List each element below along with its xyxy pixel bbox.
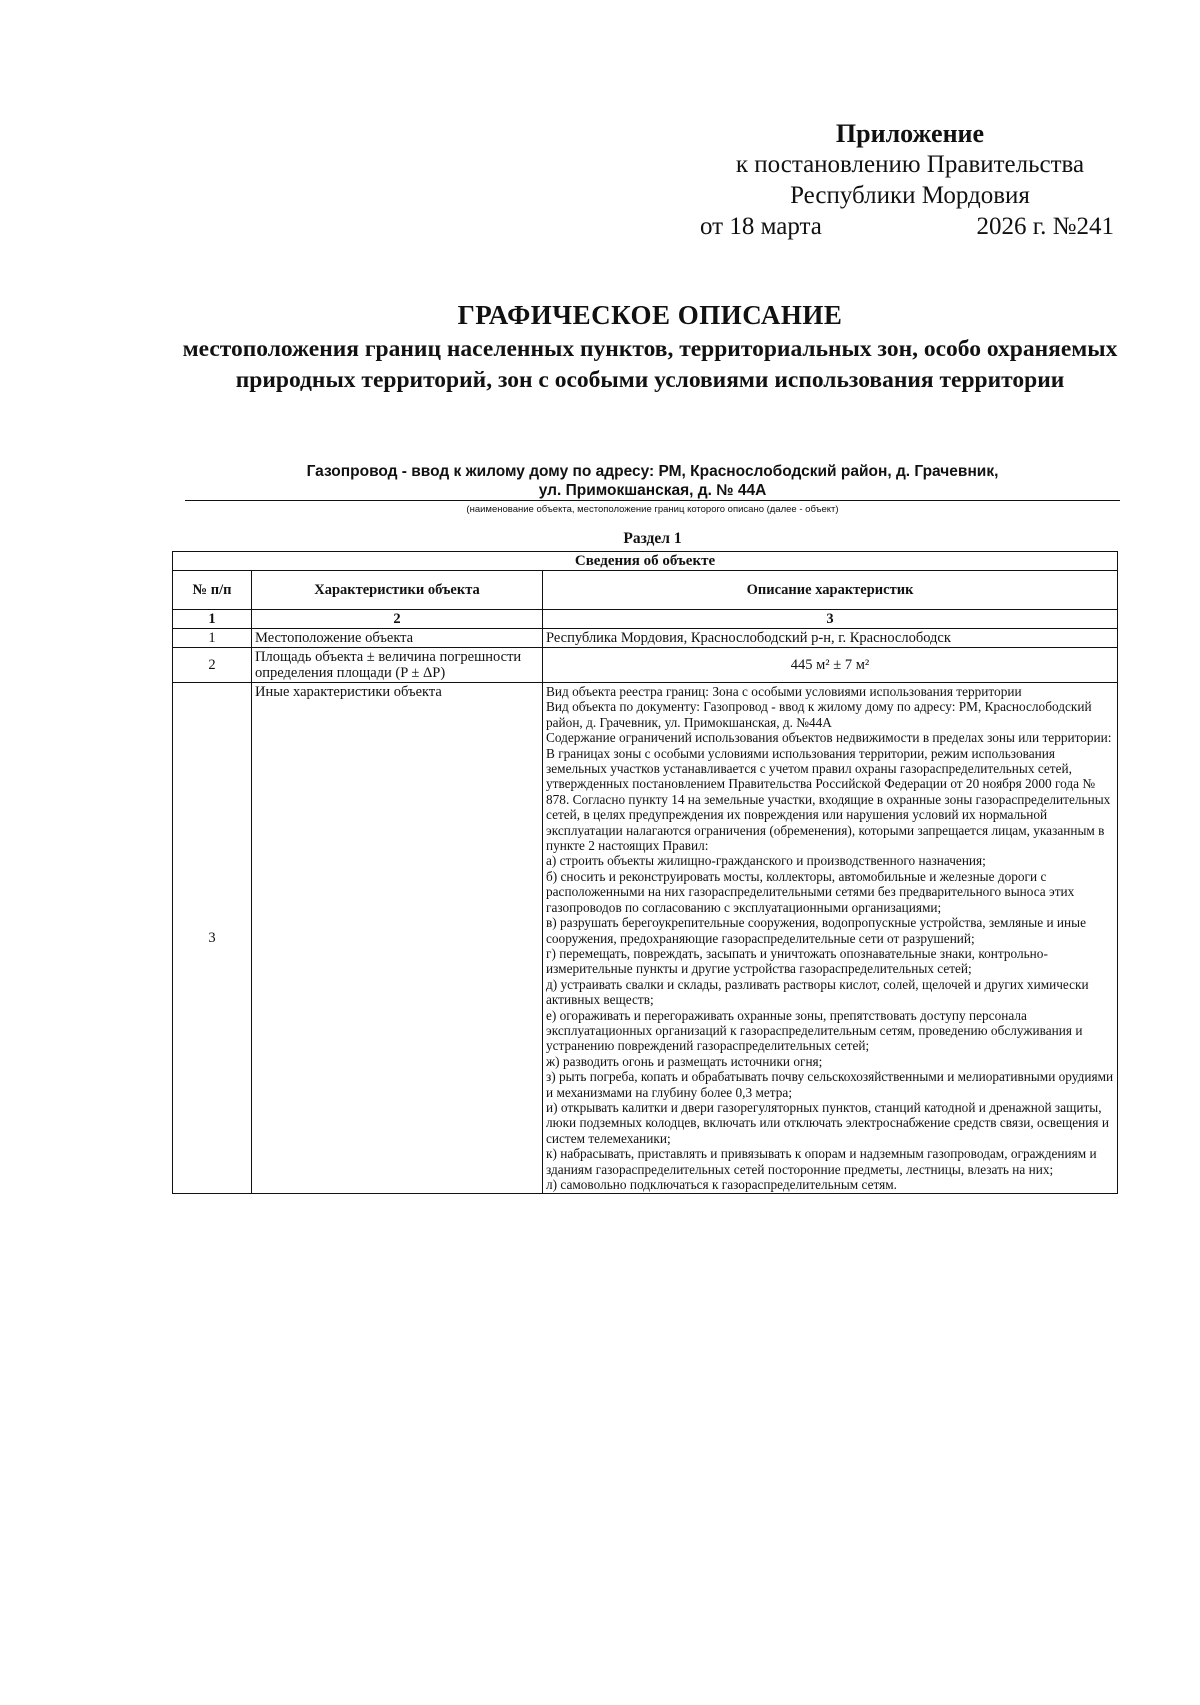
- description-paragraph: а) строить объекты жилищно-гражданского и производственного назначения;: [546, 853, 986, 869]
- description-paragraph: з) рыть погреба, копать и обрабатывать почву сельскохозяйственными и мелиоративными орудиями и механизмами на глубину более 0,3 метра;: [546, 1069, 1114, 1100]
- description-paragraph: л) самовольно подключаться к газораспределительным сетям.: [546, 1177, 897, 1192]
- title-subtitle: местоположения границ населенных пунктов, территориальных зон, особо охраняемых природных территорий, зон с особыми условиями использования территории: [182, 336, 1118, 393]
- description-paragraph: ж) разводить огонь и размещать источники огня;: [546, 1053, 823, 1069]
- row-2-name: Площадь объекта ± величина погрешности определения площади (P ± ΔP): [252, 648, 543, 683]
- appendix-number: 2026 г. №241: [976, 213, 1114, 240]
- column-number-2: 2: [252, 610, 543, 629]
- description-paragraph: и) открывать калитки и двери газорегуляторных пунктов, станций катодной и дренажной защиты, люки подземных колодцев, включать или отключать электроснабжение средств связи, освещения и систем телемеханики;: [546, 1099, 1109, 1146]
- row-1-number: 1: [173, 629, 252, 648]
- object-name-line-2: ул. Примокшанская, д. № 44А: [538, 482, 767, 499]
- description-paragraph: к) набрасывать, приставлять и привязывать к опорам и надземным газопроводам, ограждениям и зданиям газораспределительных сетей посторонние предметы, лестницы, влезать на них;: [546, 1146, 1097, 1177]
- appendix-dateline: [690, 211, 1130, 242]
- appendix-block: [690, 118, 1130, 242]
- row-2-value: 445 м² ± 7 м²: [543, 648, 1118, 683]
- appendix-date: от 18 марта: [700, 213, 822, 240]
- header-number: № п/п: [173, 571, 252, 610]
- description-paragraph: д) устраивать свалки и склады, разливать растворы кислот, солей, щелочей и других химически активных веществ;: [546, 976, 1089, 1008]
- description-paragraph: г) перемещать, повреждать, засыпать и уничтожать опознавательные знаки, контрольно-измерительные пункты и другие устройства газораспределительных сетей;: [546, 945, 1048, 977]
- description-paragraph: Содержание ограничений использования объектов недвижимости в пределах зоны или территории: В границах зоны с особыми условиями использования территории, режим использования земельных участков устанавливается с учетом правил охраны газораспределительных сетей, утвержденных постановлением Правительства Российской Федерации от 20 ноября 2000 года № 878. Согласно пункту 14 на земельные участки, входящие в охранные зоны газораспределительных сетей, в целях предупреждения их повреждения или нарушения условий их нормальной эксплуатации налагаются ограничения (обременения), которыми запрещается лицам, указанным в пункте 2 настоящих Правил:: [546, 730, 1112, 854]
- object-info-table: [172, 551, 1118, 1194]
- row-1-value: Республика Мордовия, Краснослободский р-н, г. Краснослободск: [543, 629, 1118, 648]
- column-number-row: [173, 610, 1118, 629]
- row-3-description: [543, 683, 1118, 1194]
- appendix-heading: Приложение: [835, 119, 985, 148]
- object-caption: (наименование объекта, местоположение границ которого описано (далее - объект): [466, 504, 839, 515]
- object-name-line-1: Газопровод - ввод к жилому дому по адресу: РМ, Краснослободский район, д. Грачевник,: [306, 463, 999, 480]
- table-caption: Сведения об объекте: [173, 552, 1118, 571]
- header-description: Описание характеристик: [543, 571, 1118, 610]
- description-paragraph: Вид объекта по документу: Газопровод - ввод к жилому дому по адресу: РМ, Краснослободский район, д. Грачевник, ул. Примокшанская, д. №44А: [546, 699, 1092, 730]
- row-3-number: 3: [173, 683, 252, 1194]
- document-title: [170, 298, 1130, 396]
- row-3-name: Иные характеристики объекта: [252, 683, 543, 1194]
- table-row: [173, 629, 1118, 648]
- section-title: Раздел 1: [623, 530, 682, 547]
- appendix-line-2: Республики Мордовия: [790, 182, 1030, 209]
- table-row: [173, 648, 1118, 683]
- description-paragraph: в) разрушать берегоукрепительные сооружения, водопропускные устройства, земляные и иные сооружения, предохраняющие газораспределительные сети от разрушений;: [546, 915, 1086, 946]
- object-underline: [185, 500, 1120, 501]
- row-1-name: Местоположение объекта: [252, 629, 543, 648]
- column-number-1: 1: [173, 610, 252, 629]
- description-paragraph: е) огораживать и перегораживать охранные зоны, препятствовать доступу персонала эксплуатационных организаций к газораспределительным сетям, проведению обслуживания и устранению повреждений газораспределительных сетей;: [546, 1007, 1083, 1054]
- table-row: [173, 683, 1118, 1194]
- header-characteristic: Характеристики объекта: [252, 571, 543, 610]
- object-name: [185, 462, 1120, 500]
- appendix-line-1: к постановлению Правительства: [735, 151, 1085, 178]
- description-paragraph: б) сносить и реконструировать мосты, коллекторы, автомобильные и железные дороги с расположенными на них газораспределительными сетями без предварительного выноса этих газопроводов по согласованию с эксплуатационными организациями;: [546, 868, 1075, 915]
- column-number-3: 3: [543, 610, 1118, 629]
- table-header-row: [173, 571, 1118, 610]
- table-caption-row: [173, 552, 1118, 571]
- row-2-number: 2: [173, 648, 252, 683]
- description-paragraph: Вид объекта реестра границ: Зона с особыми условиями использования территории: [546, 684, 1022, 699]
- title-main: ГРАФИЧЕСКОЕ ОПИСАНИЕ: [457, 300, 843, 330]
